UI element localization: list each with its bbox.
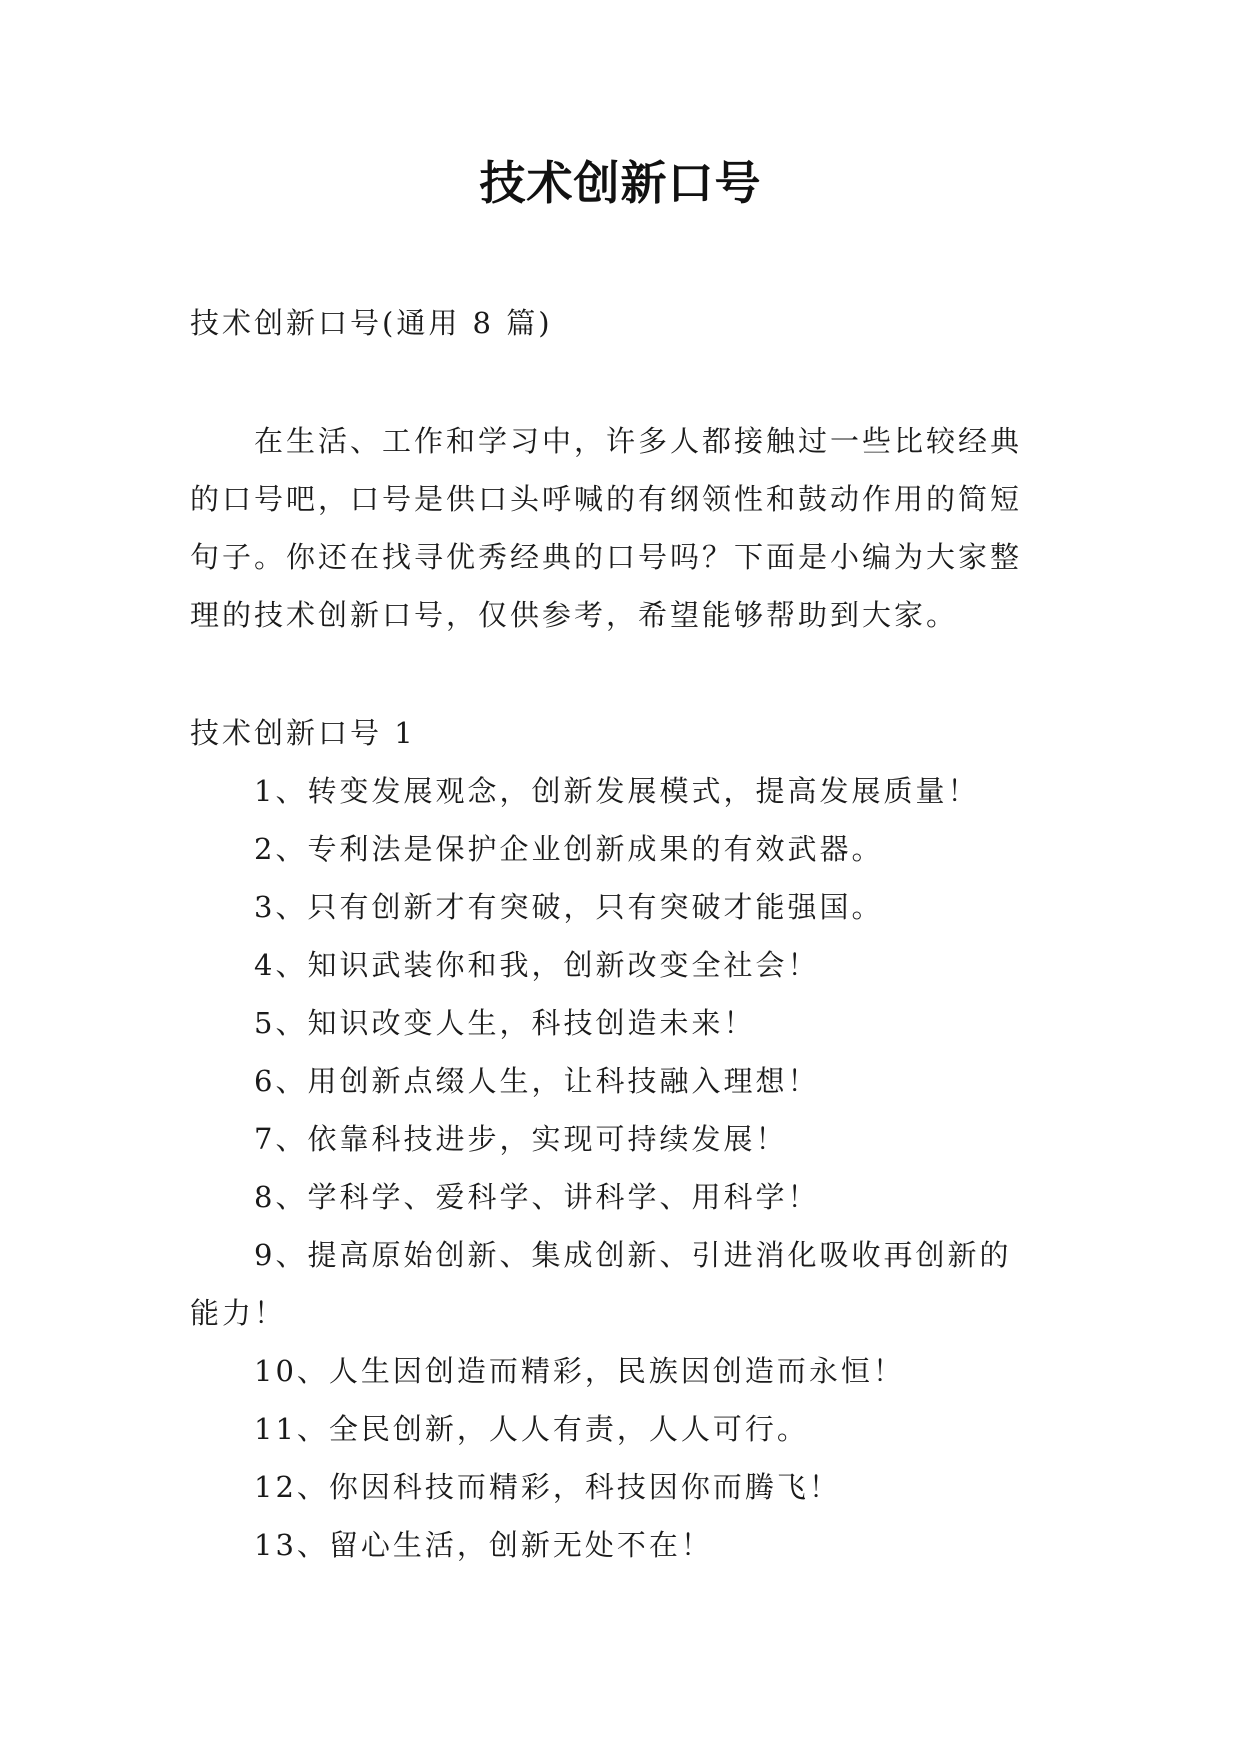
slogan-item: 12、你因科技而精彩，科技因你而腾飞！ xyxy=(254,1470,841,1504)
slogan-item-continuation: 能力！ xyxy=(190,1296,287,1330)
slogan-item: 13、留心生活，创新无处不在！ xyxy=(254,1528,713,1562)
slogan-item: 11、全民创新，人人有责，人人可行。 xyxy=(254,1412,809,1446)
document-body xyxy=(190,294,1052,1574)
section-heading: 技术创新口号 1 xyxy=(190,716,416,750)
intro-paragraph xyxy=(190,412,1052,644)
slogan-item: 8、学科学、爱科学、讲科学、用科学！ xyxy=(254,1180,820,1214)
document-title: 技术创新口号 xyxy=(479,156,762,210)
document-subtitle: 技术创新口号(通用 8 篇) xyxy=(190,306,553,340)
slogan-item: 10、人生因创造而精彩，民族因创造而永恒！ xyxy=(254,1354,905,1388)
intro-line: 在生活、工作和学习中，许多人都接触过一些比较经典 xyxy=(254,424,1023,458)
intro-line: 句子。你还在找寻优秀经典的口号吗？下面是小编为大家整 xyxy=(190,540,1023,574)
slogan-item: 2、专利法是保护企业创新成果的有效武器。 xyxy=(254,832,884,866)
slogan-item: 6、用创新点缀人生，让科技融入理想！ xyxy=(254,1064,820,1098)
slogan-list xyxy=(190,762,1052,1574)
slogan-item: 4、知识武装你和我，创新改变全社会！ xyxy=(254,948,820,982)
slogan-item: 7、依靠科技进步，实现可持续发展！ xyxy=(254,1122,788,1156)
intro-line: 理的技术创新口号，仅供参考，希望能够帮助到大家。 xyxy=(190,598,959,632)
slogan-item: 9、提高原始创新、集成创新、引进消化吸收再创新的 xyxy=(254,1238,1012,1272)
slogan-item: 3、只有创新才有突破，只有突破才能强国。 xyxy=(254,890,884,924)
slogan-item: 1、转变发展观念，创新发展模式，提高发展质量！ xyxy=(254,774,980,808)
slogan-item: 5、知识改变人生，科技创造未来！ xyxy=(254,1006,756,1040)
intro-line: 的口号吧，口号是供口头呼喊的有纲领性和鼓动作用的简短 xyxy=(190,482,1023,516)
